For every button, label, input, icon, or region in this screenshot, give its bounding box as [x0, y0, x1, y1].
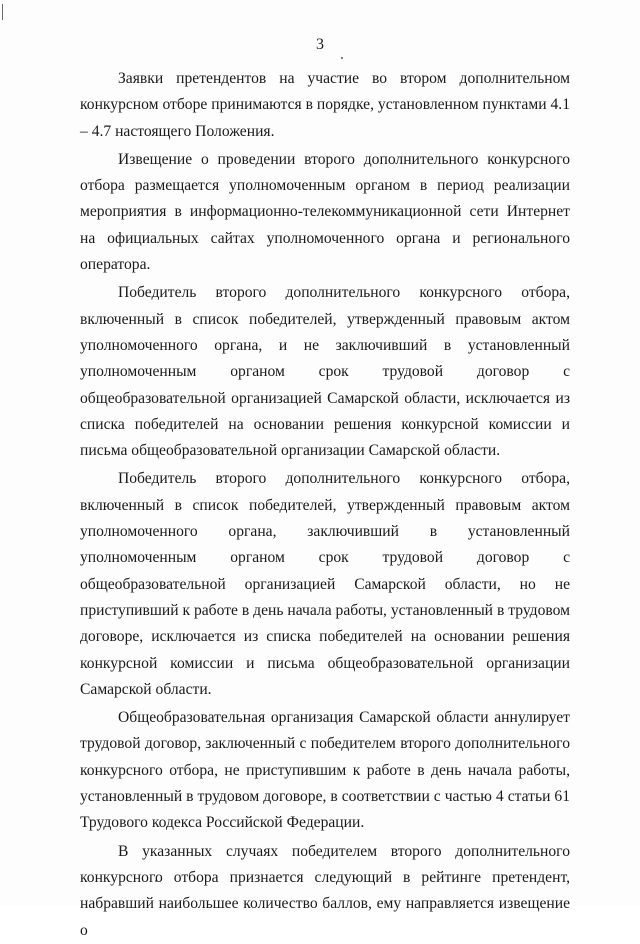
document-body — [80, 66, 570, 944]
paragraph-notice: Извещение о проведении второго дополнительного конкурсного отбора размещается уполномоченным органом в период реализации мероприятия в информационно-телекоммуникационной сети Интернет на официальных сайтах уполномоченного органа и регионального оператора. — [80, 150, 570, 274]
scan-edge-mark — [2, 4, 3, 20]
paragraph-winner-not-started: Победитель второго дополнительного конкурсного отбора, включенный в список победителей, утвержденный правовым актом уполномоченного органа, заключивший в установленный уполномоченным органом срок трудовой договор с общеобразовательной организацией Самарской области, но не приступивший к работе в день начала работы, установленный в трудовом договоре, исключается из списка победителей на основании решения конкурсной комиссии и письма общеобразовательной организации Самарской области. — [80, 470, 570, 698]
scan-speck — [341, 57, 343, 59]
paragraph-applications: Заявки претендентов на участие во втором дополнительном конкурсном отборе принимаются в порядке, установленном пунктами 4.1 – 4.7 настоящего Положения. — [80, 70, 570, 140]
page-number: 3 — [316, 36, 324, 53]
paragraph-winner-no-contract: Победитель второго дополнительного конкурсного отбора, включенный в список победителей, утвержденный правовым актом уполномоченного органа, и не заключивший в установленный уполномоченным органом срок трудовой договор с общеобразовательной организацией Самарской области, исключается из списка победителей на основании решения конкурсной комиссии и письма общеобразовательной организации Самарской области. — [80, 284, 570, 460]
paragraph-contract-annulment: Общеобразовательная организация Самарской области аннулирует трудовой договор, заключенный с победителем второго дополнительного конкурсного отбора, не приступившим к работе в день начала работы, установленный в трудовом договоре, в соответствии с частью 4 статьи 61 Трудового кодекса Российской Федерации. — [80, 709, 570, 832]
paragraph-next-candidate: В указанных случаях победителем второго дополнительного конкурсного отбора признается следующий в рейтинге претендент, набравший наибольшее количество баллов, ему направляется извещение о — [80, 842, 570, 939]
